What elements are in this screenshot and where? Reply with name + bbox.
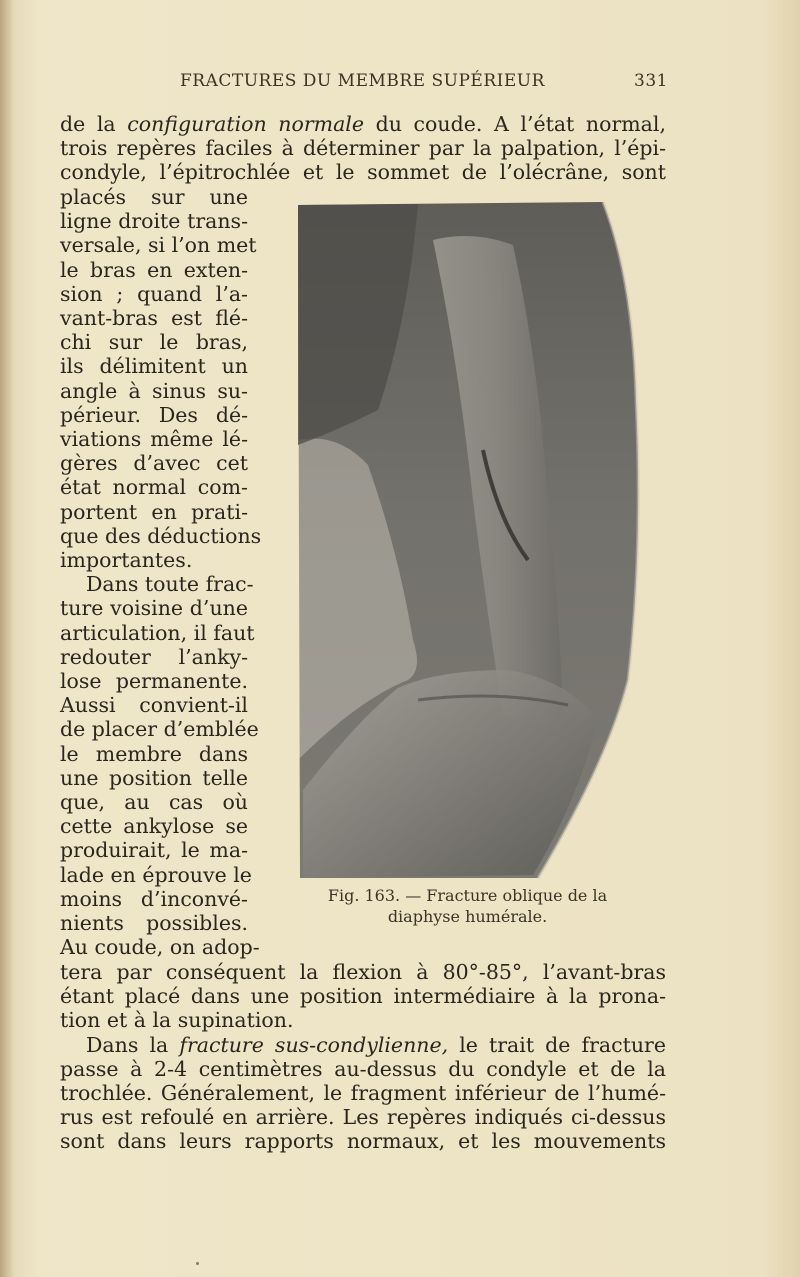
text-line: sont dans leurs rapports normaux, et les mouvements (60, 1129, 666, 1154)
text-line: état normal com- (60, 475, 248, 500)
text-line: que des déductions (60, 523, 262, 548)
text-line: Dans la fracture sus-condylienne, le trait de fracture (86, 1032, 666, 1057)
text-line: passe à 2-4 centimètres au-dessus du condyle et de la (60, 1056, 666, 1081)
text-line: redouter l’anky- (60, 644, 248, 669)
emphasis: configuration normale (127, 112, 364, 136)
text-line: condyle, l’épitrochlée et le sommet de l’olécrâne, sont (60, 160, 666, 185)
text-line: gères d’avec cet (60, 451, 248, 476)
text-line: tion et à la supination. (60, 1008, 294, 1033)
text-line: ligne droite trans- (60, 209, 248, 234)
text-line: viations même lé- (60, 427, 248, 452)
text-line: trochlée. Généralement, le fragment inférieur de l’humé- (60, 1081, 666, 1106)
text-line: portent en prati- (60, 499, 248, 524)
text-line: étant placé dans une position intermédiaire à la prona- (60, 984, 666, 1009)
figure-caption (300, 885, 635, 927)
text-line: articulation, il faut (60, 620, 255, 645)
text-line: vant-bras est flé- (60, 306, 248, 331)
bottom-paragraph (60, 960, 666, 1154)
text-line: placés sur une (60, 185, 248, 209)
xray-figure (298, 200, 658, 880)
text-line: nients possibles. (60, 911, 248, 936)
text-line: trois repères faciles à déterminer par la palpation, l’épi- (60, 136, 666, 161)
text-line: que, au cas où (60, 790, 248, 815)
text-line: importantes. (60, 548, 193, 573)
xray-image (298, 200, 658, 880)
running-title: FRACTURES DU MEMBRE SUPÉRIEUR (180, 71, 545, 91)
text-line: ils délimitent un (60, 354, 248, 379)
side-column (60, 185, 262, 960)
text-line: le bras en exten- (60, 257, 248, 282)
text-line: tera par conséquent la flexion à 80°-85°, l’avant-bras (60, 960, 666, 984)
text-line: périeur. Des dé- (60, 402, 248, 427)
page-number: 331 (634, 71, 668, 91)
text-line: lose permanente. (60, 669, 248, 694)
caption-line: Fig. 163. — Fracture oblique de la (327, 886, 608, 905)
text-line: angle à sinus su- (60, 378, 248, 403)
paper-speck (196, 1262, 199, 1265)
text-line: Au coude, on adop- (60, 935, 260, 960)
text-line: ture voisine d’une (60, 596, 248, 621)
caption-line: diaphyse humérale. (387, 907, 548, 926)
text-line: rus est refoulé en arrière. Les repères indiqués ci-dessus (60, 1105, 666, 1130)
text-line: chi sur le bras, (60, 330, 248, 355)
emphasis: fracture sus-condylienne, (179, 1032, 449, 1057)
text-line: sion ; quand l’a- (60, 281, 248, 306)
text-line: le membre dans (60, 741, 248, 766)
top-paragraph (60, 112, 666, 185)
text-line: moins d’inconvé- (60, 886, 248, 911)
text-line: une position telle (60, 765, 248, 790)
text-line: produirait, le ma- (60, 838, 248, 863)
text-line: de placer d’emblée (60, 717, 259, 742)
text-line: cette ankylose se (60, 814, 248, 839)
text-line: lade en éprouve le (60, 862, 252, 887)
text-line: versale, si l’on met (60, 233, 257, 258)
text-line: de la configuration normale du coude. A l’état normal, (60, 112, 666, 136)
text-line: Dans toute frac- (86, 572, 254, 597)
text-line: Aussi convient-il (60, 693, 248, 718)
